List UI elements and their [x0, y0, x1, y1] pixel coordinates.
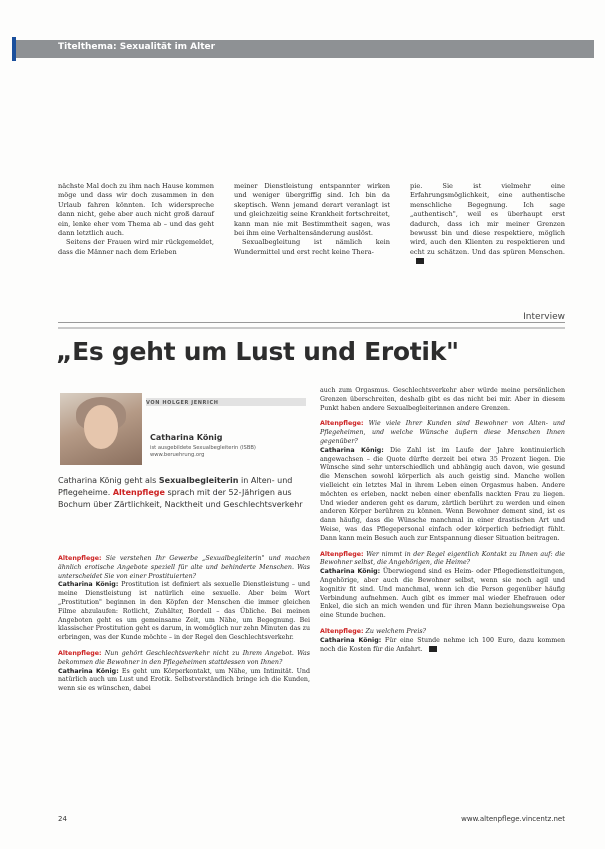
question: Altenpflege: Wer nimmt in der Regel eigentlich Kontakt zu Ihnen auf: die Bewohner selbst, die Angehörigen, die Heime?	[320, 550, 565, 567]
interview-column-right	[320, 387, 565, 654]
lead-keyword: Sexualbegleiterin	[158, 476, 239, 485]
footer-url[interactable]: www.altenpflege.vincentz.net	[461, 815, 565, 823]
lead-brand: Altenpflege	[112, 487, 165, 497]
interview-block	[320, 420, 565, 543]
section-divider-shadow	[58, 327, 565, 329]
previous-paragraph: pie. Sie ist vielmehr eine Erfahrungsmöglichkeit, eine authentische menschliche Begegnung. Ich sage „authentisch", weil es überhaupt erst dadurch, dass ich mir meiner Grenzen bewusst bin und diese respektiere, möglich wird, auch den Klienten zu respektieren und echt zu schätzen. Und das spüren Menschen.	[410, 182, 565, 267]
answer: Catharina König: Prostitution ist definiert als sexuelle Dienstleistung – und meine Dienstleistung ist natürlich eine sexuelle. Aber beim Wort „Prostitution" beginnen in den Köpfen der Menschen die immer gleichen Filme abzulaufen: Rotlicht, Zuhälter, Bordell – das Übliche. Bei meinen Angeboten geht es um gemeinsame Zeit, um Nähe, um Begegnung. Bei klassischer Prostitution geht es darum, in womöglich nur zehn Minuten das zu erbringen, was der Kunde möchte – in der Regel den Geschlechtsverkehr.	[58, 581, 310, 642]
question: Altenpflege: Wie viele Ihrer Kunden sind Bewohner von Alten- und Pflegeheimen, und welche Wünsche äußern diese Menschen Ihnen gegenüber?	[320, 420, 565, 445]
previous-paragraph: meiner Dienstleistung entspannter wirken und weniger übergriffig sind. Ich bin da skeptisch. Wenn jemand derart veranlagt ist und gleichzeitig seine Krankheit fortschreitet, kann man nie mit Bestimmtheit sagen, was bei ihm eine Verhaltensänderung auslöst.	[234, 182, 390, 238]
header-title: Titelthema: Sexualität im Alter	[58, 42, 216, 52]
interview-column-left	[58, 548, 310, 694]
answer: Catharina König: Es geht um Körperkontakt, um Nähe, um Intimität. Und natürlich auch um Lust und Erotik. Selbstverständlich bringe ich die Kunden, wenn sie es wünschen, dabei	[58, 667, 311, 693]
interviewee-caption: ist ausgebildete Sexualbegleiterin (ISBB) www.beruehrung.org	[150, 445, 256, 458]
answer: Catharina König: Für eine Stunde nehme ich 100 Euro, dazu kommen noch die Kosten für die Anfahrt.	[320, 636, 566, 653]
question: Altenpflege: Nun gehört Geschlechtsverkehr nicht zu Ihrem Angebot. Was bekommen die Bewohner in den Pflegeheimen stattdessen von Ihnen?	[58, 649, 310, 666]
answer: Catharina König: Überwiegend sind es Heim- oder Pflegedienstleitungen, Angehörige, aber auch die Bewohner selbst, wenn sie noch agil und kognitiv fit sind. Und manchmal, wenn ich die Person gegenüber häufig Verbindung aufnehmen. Auch gibt es immer mal wieder Ehefrauen oder Enkel, die sich an mich wenden und für ihren Mann beziehungsweise Opa eine Stunde buchen.	[320, 568, 565, 620]
article-lead: Catharina König geht als Sexualbegleiterin in Alten- und Pflegeheime. Altenpflege sprach mit der 52-Jährigen aus Bochum über Zärtlichkeit, Nacktheit und Geschlechtsverkehr	[58, 476, 303, 509]
previous-article-column-2	[234, 182, 390, 257]
previous-paragraph: Sexualbegleitung ist nämlich kein Wundermittel und erst recht keine Thera-	[234, 238, 390, 256]
previous-article-column-3	[410, 182, 565, 267]
end-mark-icon	[429, 646, 437, 652]
previous-paragraph: nächste Mal doch zu ihm nach Hause kommen möge und dass wir doch zusammen in den Urlaub fahren könnten. Ich widerspreche dann nicht, gehe aber auch nicht groß darauf ein, lenke eher vom Thema ab – und das geht dann letztlich auch.	[58, 182, 214, 238]
previous-article-column-1	[58, 182, 214, 257]
interview-block	[58, 555, 310, 643]
previous-paragraph: Seitens der Frauen wird mir rückgemeldet, dass die Männer nach dem Erleben	[58, 238, 214, 256]
interview-block	[320, 628, 565, 654]
photo-face	[84, 405, 118, 449]
article-headline: „Es geht um Lust und Erotik"	[56, 337, 459, 366]
answer: Catharina König: Die Zahl ist im Laufe der Jahre kontinuierlich angewachsen – die Quote dürfte derzeit bei etwa 35 Prozent liegen. Die Wünsche sind sehr unterschiedlich und abhängig auch davon, wie gesund die Menschen sowohl körperlich als auch geistig sind. Manche wollen vielleicht ein letztes Mal in ihrem Leben einen Orgasmus haben. Andere möchten es erleben, nackt neben einer ebenfalls nackten Frau zu liegen. Und wieder anderen geht es darum, zärtlich berührt zu werden und einen anderen Körper berühren zu können. Wenn Bewohner dement sind, ist es dann häufig, dass die Wünsche manchmal in einer drastischen Art und Weise, was das Pflegepersonal einfach oder körperlich befriedigt fühlt. Dann kann mein Besuch auch zur Entspannung dieser Situation beitragen.	[320, 446, 565, 542]
interview-block	[320, 387, 565, 413]
interview-block	[320, 551, 565, 621]
page-number: 24	[58, 815, 67, 823]
question: Altenpflege: Zu welchem Preis?	[320, 627, 426, 635]
section-label: Interview	[523, 312, 565, 322]
header-accent-mark	[12, 37, 16, 61]
interview-block	[58, 650, 310, 694]
section-divider	[58, 322, 565, 323]
interviewee-photo	[60, 393, 142, 465]
byline: VON HOLGER JENRICH	[146, 400, 219, 406]
question: Altenpflege: Sie verstehen Ihr Gewerbe „Sexualbegleiterin" und machen ähnlich erotische Angebote speziell für alte und behinderte Menschen. Was unterscheidet Sie von einer Prostituierten?	[58, 555, 310, 580]
interviewee-name: Catharina König	[150, 433, 223, 442]
end-mark-icon	[416, 258, 424, 264]
answer: auch zum Orgasmus. Geschlechtsverkehr aber würde meine persönlichen Grenzen überschreiten, deshalb gibt es das nicht bei mir. Aber in diesem Punkt haben andere Sexualbegleiterinnen andere Grenzen.	[320, 387, 565, 412]
